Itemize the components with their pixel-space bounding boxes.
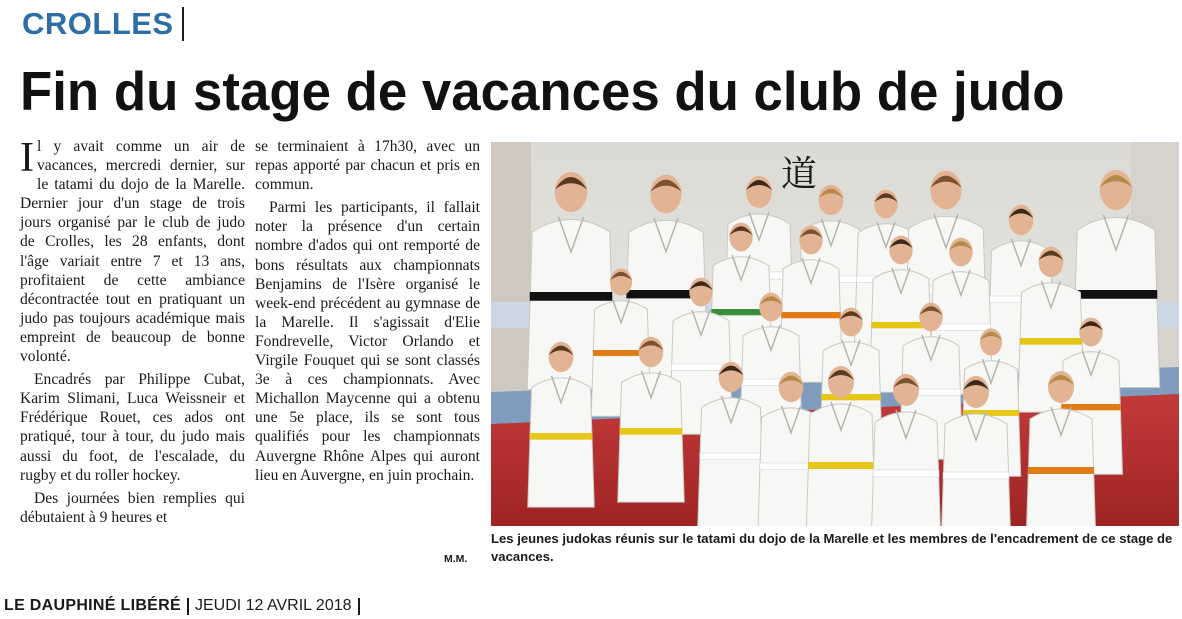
author-signature: M.M.: [444, 553, 468, 565]
article-paragraph: Des journées bien remplies qui débutaient à 9 heures et: [20, 489, 245, 526]
footer-divider-end: [358, 598, 360, 615]
article-paragraph: Encadrés par Philippe Cubat, Karim Slimani, Luca Weissneir et Frédérique Rouet, ces ados ont pratiqué, tour à tour, du judo mais aussi du foot, de l'escalade, du rugby et du roller hockey.: [20, 371, 245, 484]
article-column-1: [20, 137, 245, 527]
article-headline: Fin du stage de vacances du club de judo: [20, 60, 1065, 122]
article-photo: [491, 142, 1179, 526]
drop-cap: I: [20, 135, 34, 181]
publication-date: JEUDI 12 AVRIL 2018: [194, 597, 352, 614]
section-label: CROLLES: [22, 6, 174, 41]
section-divider: [182, 7, 184, 41]
photo-caption: Les jeunes judokas réunis sur le tatami du dojo de la Marelle et les membres de l'encadrement de ce stage de vacances.: [491, 531, 1173, 564]
footer-divider: [187, 598, 189, 615]
judo-group-photo: [491, 142, 1179, 526]
article-column-2: [255, 137, 480, 485]
section-kicker: [22, 4, 184, 44]
page-footer: [4, 595, 366, 617]
article-paragraph: Il y avait comme un air de vacances, mercredi dernier, sur le tatami du dojo de la Marelle. Dernier jour d'un stage de trois jours organisé par le club de judo de Crolles, les 28 enfants, dont l'âge variait entre 7 et 13 ans, profitaient de cette ambiance décontractée tout en pratiquant un judo pas toujours académique mais empreint de beaucoup de bonne volonté.: [20, 135, 245, 366]
newspaper-name: LE DAUPHINÉ LIBÉRÉ: [4, 597, 181, 614]
article-paragraph: Parmi les participants, il fallait noter la présence d'un certain nombre d'ados qui ont remporté de bons résultats aux championnats Benjamins de l'Isère organisé le week-end précédent au gymnase de la Marelle. Il s'agissait d'Elie Fondrevelle, Victor Orlando et Virgile Fouquet qui se sont classés 3e à ces championnats. Avec Michallon Maycenne qui a obtenu une 5e place, ils se sont tous qualifiés pour les championnats Auvergne Rhône Alpes qui auront lieu en Auvergne, en juin prochain.: [255, 199, 480, 484]
article-paragraph: se terminaient à 17h30, avec un repas apporté par chacun et pris en commun.: [255, 138, 480, 194]
dojo-kanji: 道: [781, 154, 818, 195]
